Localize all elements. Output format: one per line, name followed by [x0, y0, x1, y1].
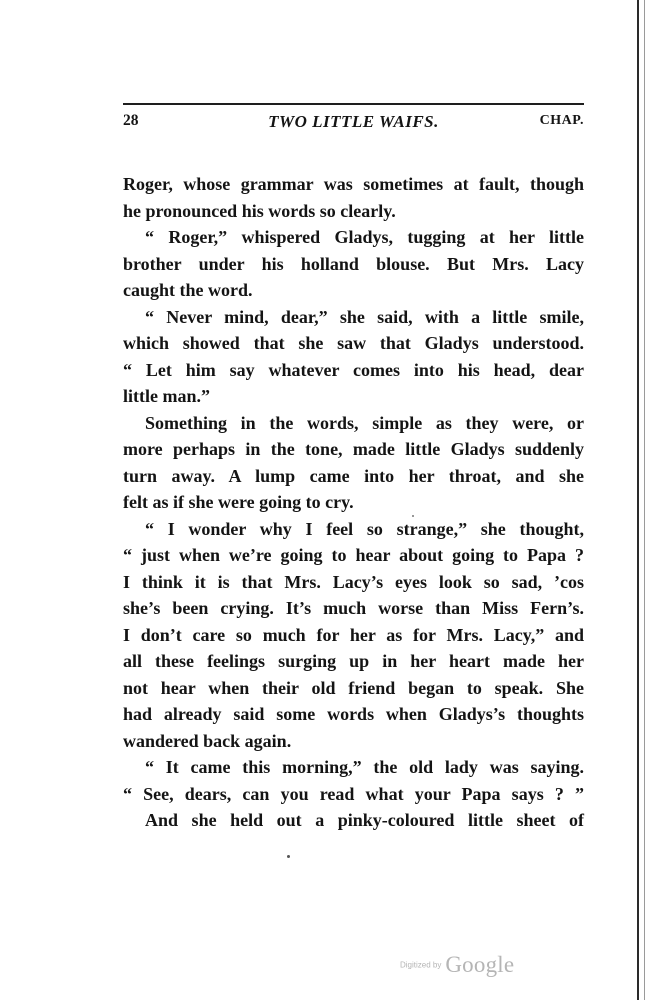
text-line: caught the word. — [123, 280, 253, 300]
page-edge-shadow — [644, 0, 645, 1000]
running-title: TWO LITTLE WAIFS. — [268, 112, 439, 131]
text-line: felt as if she were going to cry. — [123, 492, 354, 512]
text-line: I don’t care so much for her as for Mrs. Lacy,” and — [123, 624, 584, 645]
text-line: “ It came this morning,” the old lady was saying. — [145, 757, 584, 777]
text-line: “ just when we’re going to hear about going to Papa ? — [123, 545, 584, 565]
ink-speck — [412, 515, 414, 517]
page-edge-line — [637, 0, 639, 1000]
running-header — [123, 112, 584, 136]
text-line: “ Let him say whatever comes into his head, dear — [123, 359, 584, 380]
text-line: little man.” — [123, 386, 210, 406]
text-line: Roger, whose grammar was sometimes at fault, though — [123, 174, 584, 194]
chapter-label: CHAP. — [539, 113, 584, 128]
text-line: Something in the words, simple as they were, or — [145, 412, 584, 433]
text-line: he pronounced his words so clearly. — [123, 200, 396, 221]
page-number: 28 — [123, 112, 139, 129]
text-line: “ Never mind, dear,” she said, with a little smile, — [145, 306, 584, 327]
text-line: more perhaps in the tone, made little Gladys suddenly — [123, 439, 584, 459]
watermark-google-logo: Google — [445, 952, 515, 977]
text-line: she’s been crying. It’s much worse than Miss Fern’s. — [123, 598, 584, 618]
text-line: wandered back again. — [123, 730, 292, 751]
header-rule — [123, 103, 584, 105]
text-line: all these feelings surging up in her heart made her — [123, 651, 584, 671]
google-watermark — [400, 952, 514, 982]
text-line: had already said some words when Gladys’s thoughts — [123, 704, 584, 724]
text-line: “ I wonder why I feel so strange,” she thought, — [145, 518, 584, 539]
watermark-digitized-by: Digitized by — [400, 960, 442, 970]
ink-speck — [287, 855, 290, 858]
body-text — [123, 171, 584, 834]
text-line: “ See, dears, can you read what your Papa says ? ” — [123, 783, 584, 804]
text-line: turn away. A lump came into her throat, and she — [123, 465, 584, 486]
text-line: “ Roger,” whispered Gladys, tugging at her little — [145, 227, 584, 247]
text-line: I think it is that Mrs. Lacy’s eyes look so sad, ’cos — [123, 571, 584, 592]
text-line: And she held out a pinky-coloured little sheet of — [145, 810, 584, 830]
text-line: brother under his holland blouse. But Mrs. Lacy — [123, 253, 584, 274]
text-line: not hear when their old friend began to speak. She — [123, 677, 584, 698]
text-line: which showed that she saw that Gladys understood. — [123, 333, 584, 353]
